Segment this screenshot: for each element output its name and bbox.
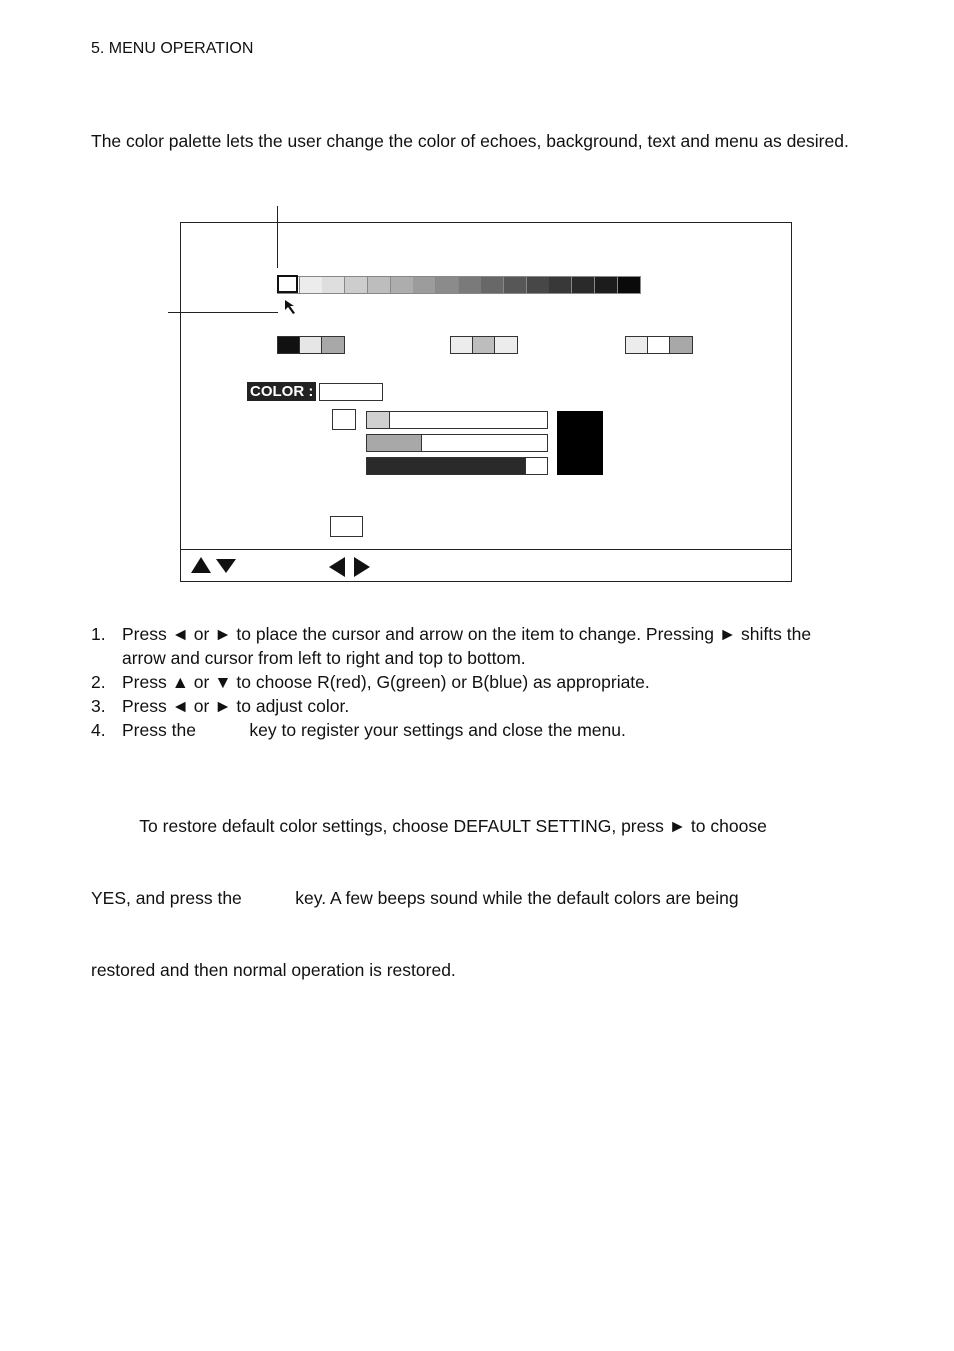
green-level-bar[interactable] xyxy=(366,434,548,452)
note-paragraph xyxy=(91,766,851,1006)
gray-level-swatch[interactable] xyxy=(504,276,527,294)
up-down-arrows-icon xyxy=(190,556,240,576)
channel-selector-box[interactable] xyxy=(332,409,356,430)
rgb-set-3-g xyxy=(648,337,670,353)
gray-level-swatch[interactable] xyxy=(413,276,436,294)
step-item: 3. Press ◄ or ► to adjust color. xyxy=(91,696,350,716)
gray-level-swatch[interactable] xyxy=(618,276,641,294)
rgb-set-3[interactable] xyxy=(625,336,693,354)
red-level-fill xyxy=(367,412,390,428)
blue-level-fill xyxy=(367,458,526,474)
note-line: restored and then normal operation is restored. xyxy=(91,960,456,980)
gray-level-swatch[interactable] xyxy=(527,276,550,294)
gray-level-swatch[interactable] xyxy=(481,276,504,294)
color-value-field xyxy=(319,383,383,401)
red-level-bar[interactable] xyxy=(366,411,548,429)
procedure-steps xyxy=(91,622,851,742)
gray-level-swatch[interactable] xyxy=(459,276,482,294)
rgb-set-1-g xyxy=(300,337,322,353)
guide-bar-divider xyxy=(181,549,791,550)
rgb-set-1-r xyxy=(278,337,300,353)
rgb-set-3-r xyxy=(626,337,648,353)
gray-level-swatch[interactable] xyxy=(572,276,595,294)
rgb-set-2[interactable] xyxy=(450,336,518,354)
left-right-arrows-icon xyxy=(328,556,372,578)
note-line: YES, and press the key. A few beeps sound while the default colors are being xyxy=(91,888,739,908)
gray-level-swatch[interactable] xyxy=(322,276,345,294)
gray-level-swatch[interactable] xyxy=(300,276,323,294)
rgb-set-2-b xyxy=(495,337,517,353)
section-header: 5. MENU OPERATION xyxy=(91,40,254,57)
color-preview-swatch xyxy=(557,411,603,475)
intro-paragraph: The color palette lets the user change the color of echoes, background, text and menu as desired. xyxy=(91,131,849,151)
note-line: To restore default color settings, choose DEFAULT SETTING, press ► to choose xyxy=(91,816,767,836)
gray-level-swatch[interactable] xyxy=(436,276,459,294)
rgb-set-1[interactable] xyxy=(277,336,345,354)
gray-level-swatch[interactable] xyxy=(345,276,368,294)
gray-level-swatch[interactable] xyxy=(595,276,618,294)
gray-level-swatch[interactable] xyxy=(391,276,414,294)
step-item: 2. Press ▲ or ▼ to choose R(red), G(green) or B(blue) as appropriate. xyxy=(91,672,650,692)
step-item: 4. Press the key to register your settings and close the menu. xyxy=(91,720,626,740)
blue-level-bar[interactable] xyxy=(366,457,548,475)
step-item: 1. Press ◄ or ► to place the cursor and arrow on the item to change. Pressing ► shifts the arrow and cursor from left to right and top to bottom. xyxy=(91,624,816,668)
cursor-arrow-icon xyxy=(283,298,303,318)
color-label: COLOR : xyxy=(247,382,316,401)
rgb-set-3-b xyxy=(670,337,692,353)
green-level-fill xyxy=(367,435,422,451)
gray-level-swatch[interactable] xyxy=(368,276,391,294)
rgb-set-2-r xyxy=(451,337,473,353)
gray-level-swatch[interactable] xyxy=(549,276,572,294)
rgb-set-1-b xyxy=(322,337,344,353)
palette-cursor[interactable] xyxy=(277,275,298,293)
rgb-set-2-g xyxy=(473,337,495,353)
default-setting-box[interactable] xyxy=(330,516,363,537)
